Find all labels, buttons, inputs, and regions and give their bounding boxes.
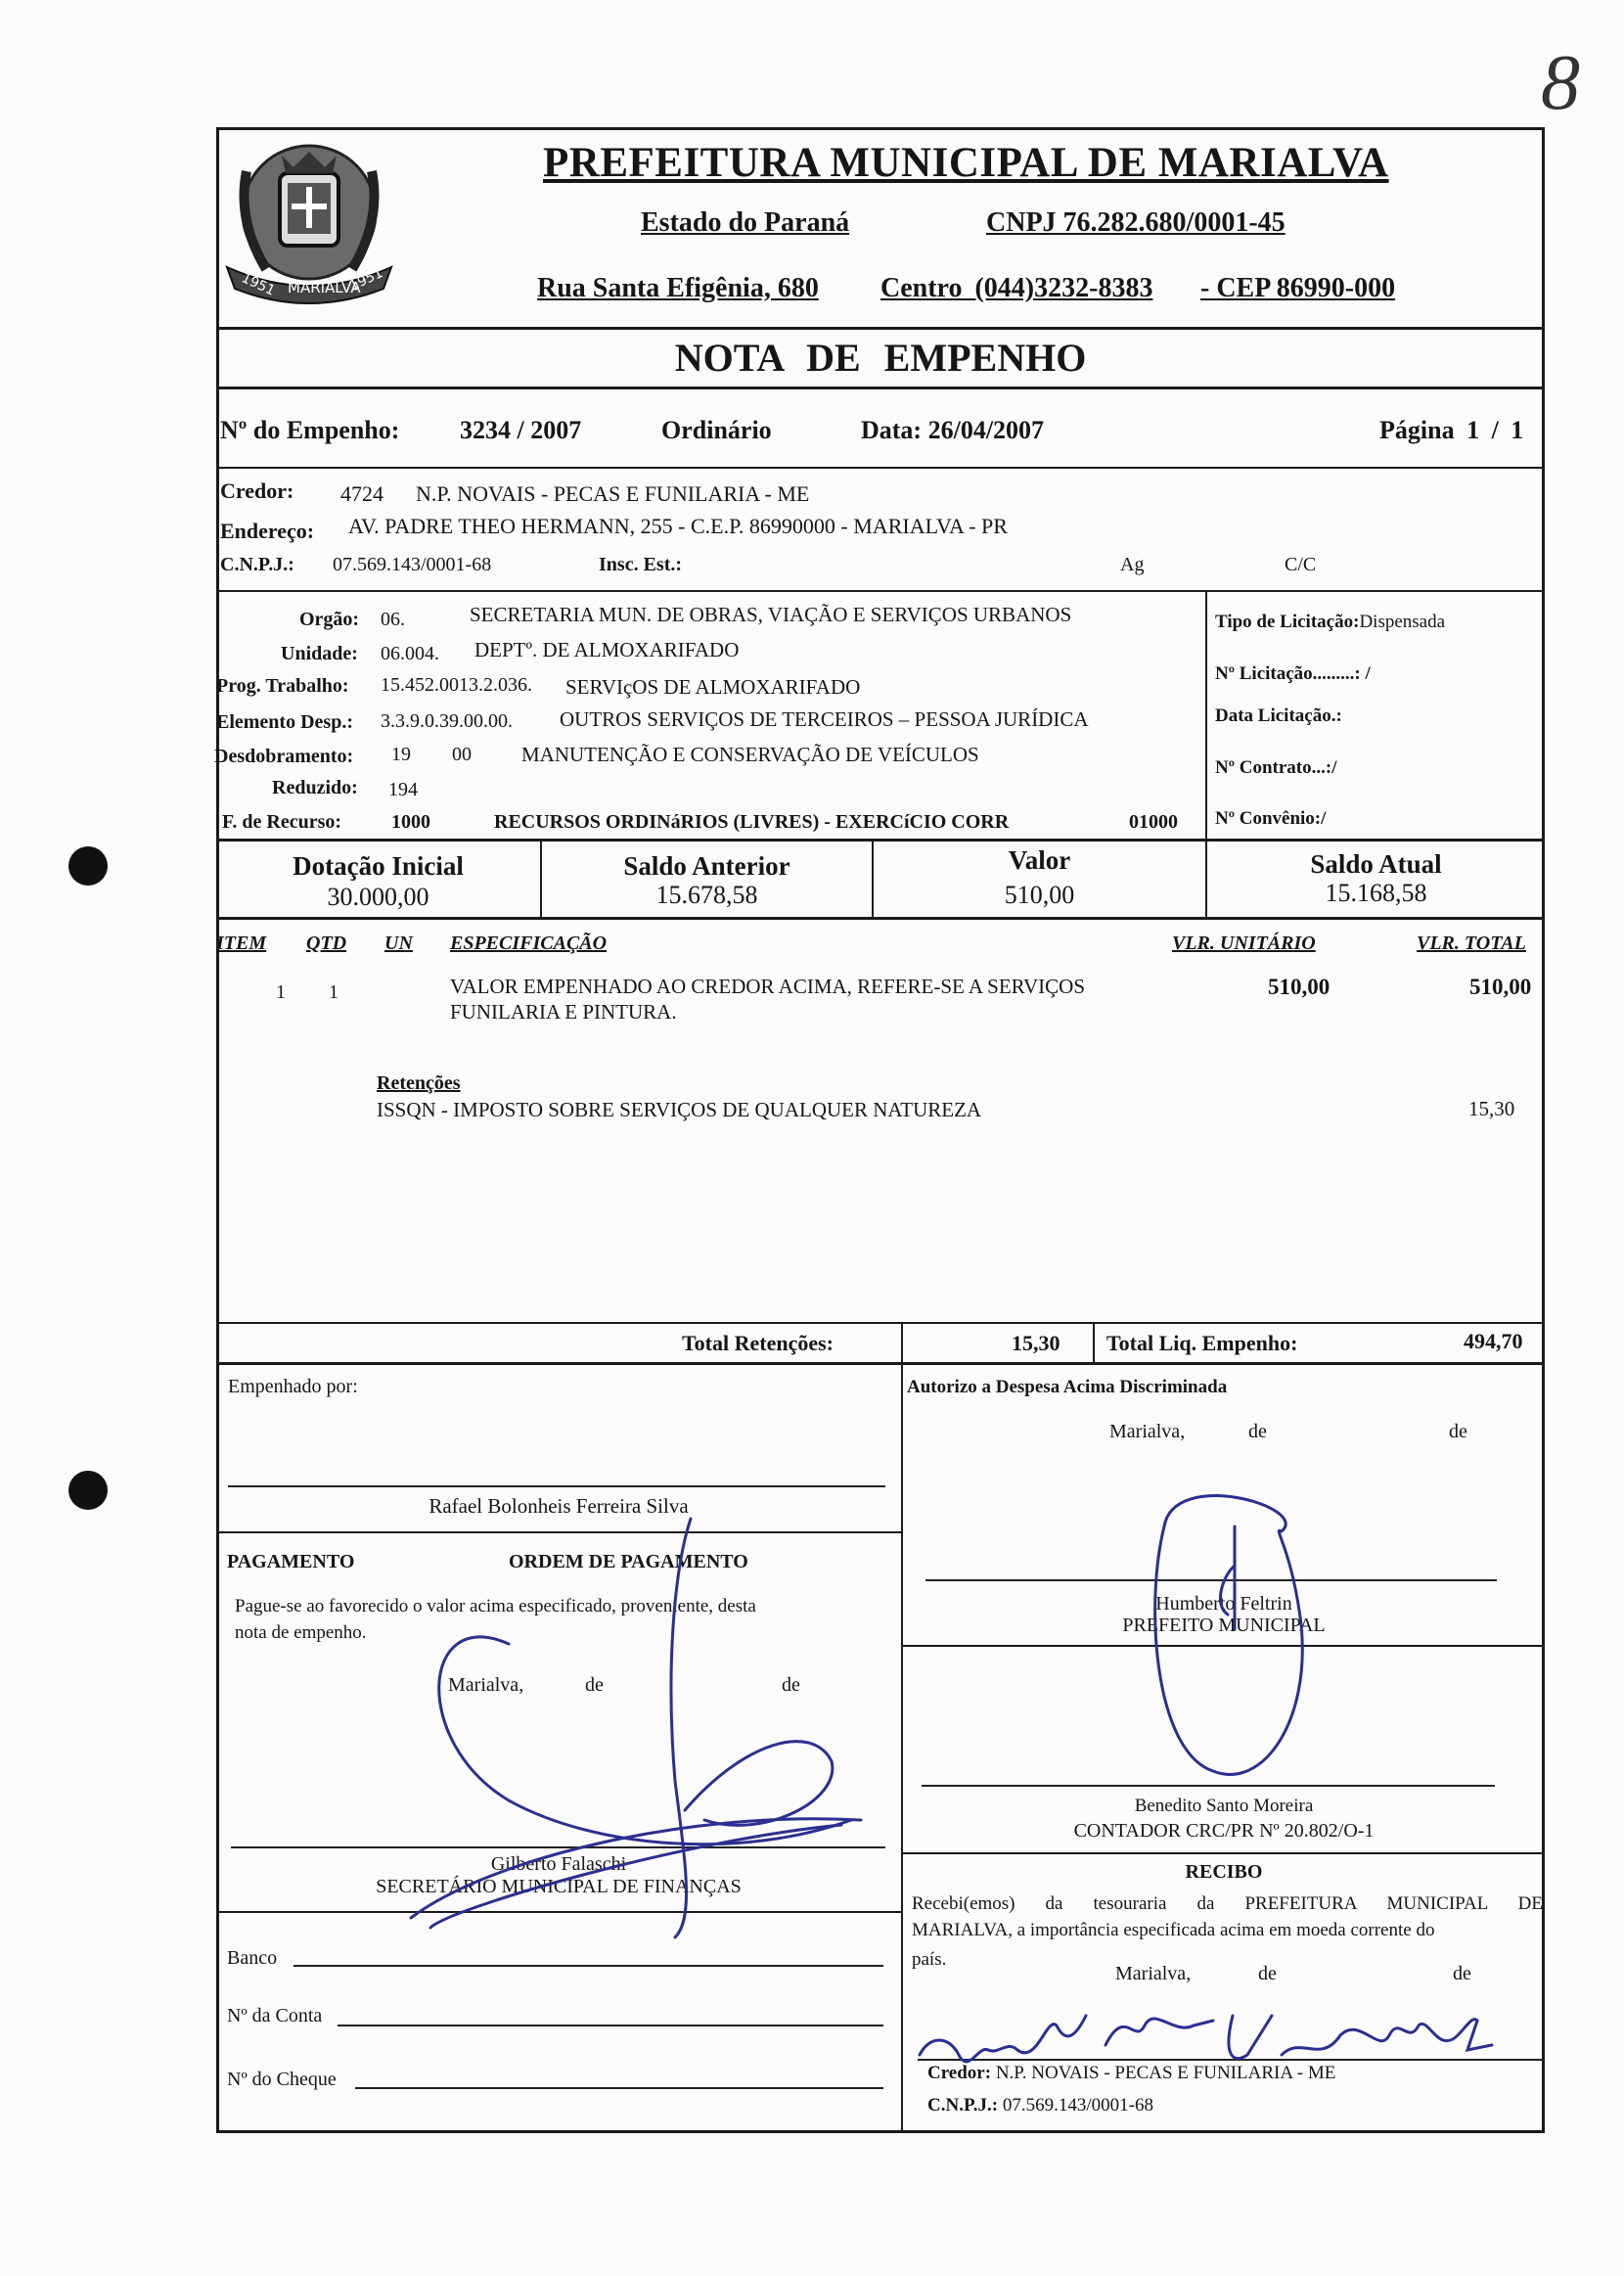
prefeito-role: PREFEITO MUNICIPAL [1122,1615,1326,1636]
recibo-title: RECIBO [1185,1861,1263,1883]
dotacao-inicial-value: 30.000,00 [327,883,429,911]
fonte-label: F. de Recurso: [222,811,342,833]
licitacao-tipo-value: Dispensada [1359,612,1446,632]
header-state: Estado do Paraná [641,207,850,238]
recibo-text2: MARIALVA, a importância especificada acima em moeda corrente do [912,1920,1435,1940]
unidade-code: 06.004. [381,643,439,664]
insc-est-label: Insc. Est.: [599,554,683,575]
empenho-number: 3234 / 2007 [460,416,582,444]
secretario-name: Gilberto Falaschi [490,1853,627,1875]
unidade-label: Unidade: [281,643,358,664]
cnpj-value: 07.569.143/0001-68 [333,554,492,575]
pagamento-text2: nota de empenho. [235,1622,367,1643]
recibo-credor-label: Credor: [927,2063,992,2083]
empenho-type: Ordinário [661,416,772,444]
fonte-code: 1000 [391,811,430,833]
header-title: PREFEITURA MUNICIPAL DE MARIALVA [543,140,1389,186]
item-number: 1 [276,981,286,1003]
recibo-city: Marialva, [1115,1963,1192,1984]
saldo-atual-value: 15.168,58 [1325,879,1427,907]
retencoes-title: Retenções [377,1072,461,1094]
recibo-credor-name: N.P. NOVAIS - PECAS E FUNILARIA - ME [995,2063,1336,2083]
orgao-desc: SECRETARIA MUN. DE OBRAS, VIAÇÃO E SERVIÇOS URBANOS [470,603,1072,626]
page-mark: 8 [1541,40,1580,126]
item-qtd: 1 [329,981,338,1003]
elemento-desc: OUTROS SERVIÇOS DE TERCEIROS – PESSOA JURÍDICA [560,707,1089,731]
header-cep: - CEP 86990-000 [1200,273,1396,303]
recibo-de1: de [1258,1963,1277,1984]
total-liq-value: 494,70 [1464,1329,1523,1353]
empenho-label: Nº do Empenho: [220,416,400,444]
seal-year-left: 1951 [239,270,278,299]
pagamento-de1: de [585,1674,604,1696]
col-un: UN [384,933,413,954]
prefeito-name: Humberto Feltrin [1155,1593,1292,1615]
secretario-role: SECRETÁRIO MUNICIPAL DE FINANÇAS [376,1876,742,1897]
seal-text: MARIALVA [288,279,361,296]
col-qtd: QTD [306,933,347,954]
cheque-label: Nº do Cheque [227,2069,337,2090]
contador-name: Benedito Santo Moreira [1134,1796,1314,1816]
retencao-desc: ISSQN - IMPOSTO SOBRE SERVIÇOS DE QUALQUER NATUREZA [377,1098,982,1121]
pagamento-de2: de [782,1674,800,1696]
item-spec-line2: FUNILARIA E PINTURA. [450,1000,677,1024]
prog-code: 15.452.0013.2.036. [381,674,532,696]
autorizo-title: Autorizo a Despesa Acima Discriminada [907,1377,1228,1397]
item-total-value: 510,00 [1469,975,1532,999]
recibo-cnpj-value: 07.569.143/0001-68 [1002,2095,1153,2116]
reduzido-code: 194 [388,779,418,800]
recibo-de2: de [1453,1963,1471,1984]
col-vlr-unitario: VLR. UNITÁRIO [1172,933,1316,954]
prog-label: Prog. Trabalho: [216,675,349,697]
orgao-label: Orgão: [299,609,360,630]
empenhado-label: Empenhado por: [228,1376,358,1397]
dotacao-inicial-label: Dotação Inicial [293,851,464,881]
licitacao-data: Data Licitação.: [1215,706,1342,726]
orgao-code: 06. [381,609,405,630]
header-cnpj: CNPJ 76.282.680/0001-45 [986,207,1286,238]
unidade-desc: DEPTº. DE ALMOXARIFADO [474,638,740,661]
credor-label: Credor: [220,478,294,503]
ag-label: Ag [1120,554,1145,575]
total-retencoes-value: 15,30 [1012,1331,1060,1355]
reduzido-label: Reduzido: [272,777,358,798]
autorizo-de1: de [1248,1421,1267,1442]
autorizo-de2: de [1449,1421,1467,1442]
licitacao-numero: Nº Licitação.........: / [1215,663,1371,684]
col-especificacao: ESPECIFICAÇÃO [450,933,608,954]
desdobramento-b: 00 [452,744,472,765]
empenhado-name: Rafael Bolonheis Ferreira Silva [429,1494,689,1518]
desdobramento-label: Desdobramento: [214,746,354,767]
valor-label: Valor [1008,845,1071,875]
ordem-pagamento: ORDEM DE PAGAMENTO [509,1551,748,1572]
pagamento-text1: Pague-se ao favorecido o valor acima especificado, proveniente, desta [235,1596,756,1616]
doc-title: NOTA DE EMPENHO [674,336,1087,380]
fonte-extra: 01000 [1129,811,1178,833]
retencao-value: 15,30 [1468,1097,1515,1120]
contador-role: CONTADOR CRC/PR Nº 20.802/O-1 [1073,1820,1375,1842]
recibo-text1: Recebi(emos) da tesouraria da PREFEITURA MUNICIPAL DE [912,1893,1543,1914]
recibo-text3: país. [912,1949,947,1970]
banco-label: Banco [227,1947,278,1969]
conta-label: Nº da Conta [227,2005,323,2026]
elemento-label: Elemento Desp.: [216,711,353,733]
desdobramento-desc: MANUTENÇÃO E CONSERVAÇÃO DE VEÍCULOS [521,743,979,766]
cc-label: C/C [1285,554,1317,575]
pagamento-city: Marialva, [448,1674,524,1696]
header-address: Rua Santa Efigênia, 680 [537,273,819,303]
empenho-page: Página 1 / 1 [1379,416,1524,444]
elemento-code: 3.3.9.0.39.00.00. [381,710,513,732]
licitacao-tipo-label: Tipo de Licitação: [1215,612,1360,632]
prog-desc: SERVIçOS DE ALMOXARIFADO [565,675,861,699]
valor-value: 510,00 [1004,881,1075,909]
item-spec-line1: VALOR EMPENHADO AO CREDOR ACIMA, REFERE-SE A SERVIÇOS [450,975,1086,998]
desdobramento-a: 19 [391,744,411,765]
header-district-phone: Centro (044)3232-8383 [880,273,1153,303]
credor-code: 4724 [340,481,383,506]
saldo-anterior-label: Saldo Anterior [623,851,790,881]
item-unit-value: 510,00 [1268,975,1331,999]
endereco-label: Endereço: [220,519,315,543]
pagamento-label: PAGAMENTO [227,1551,355,1572]
saldo-atual-label: Saldo Atual [1310,849,1442,879]
licitacao-contrato: Nº Contrato...:/ [1215,757,1337,778]
credor-name: N.P. NOVAIS - PECAS E FUNILARIA - ME [416,481,810,506]
saldo-anterior-value: 15.678,58 [655,881,758,909]
total-retencoes-label: Total Retenções: [682,1331,834,1355]
fonte-desc: RECURSOS ORDINáRIOS (LIVRES) - EXERCíCIO CORR [494,811,1010,833]
endereco-value: AV. PADRE THEO HERMANN, 255 - C.E.P. 86990000 - MARIALVA - PR [348,514,1008,538]
col-item: ITEM [216,933,267,954]
recibo-cnpj-label: C.N.P.J.: [927,2095,999,2116]
autorizo-city: Marialva, [1109,1421,1186,1442]
seal-year-right: 1951 [346,265,385,295]
cnpj-label: C.N.P.J.: [220,554,294,575]
col-vlr-total: VLR. TOTAL [1417,933,1526,954]
licitacao-convenio: Nº Convênio:/ [1215,808,1327,829]
empenho-date: Data: 26/04/2007 [861,416,1045,444]
total-liq-label: Total Liq. Empenho: [1106,1331,1298,1355]
